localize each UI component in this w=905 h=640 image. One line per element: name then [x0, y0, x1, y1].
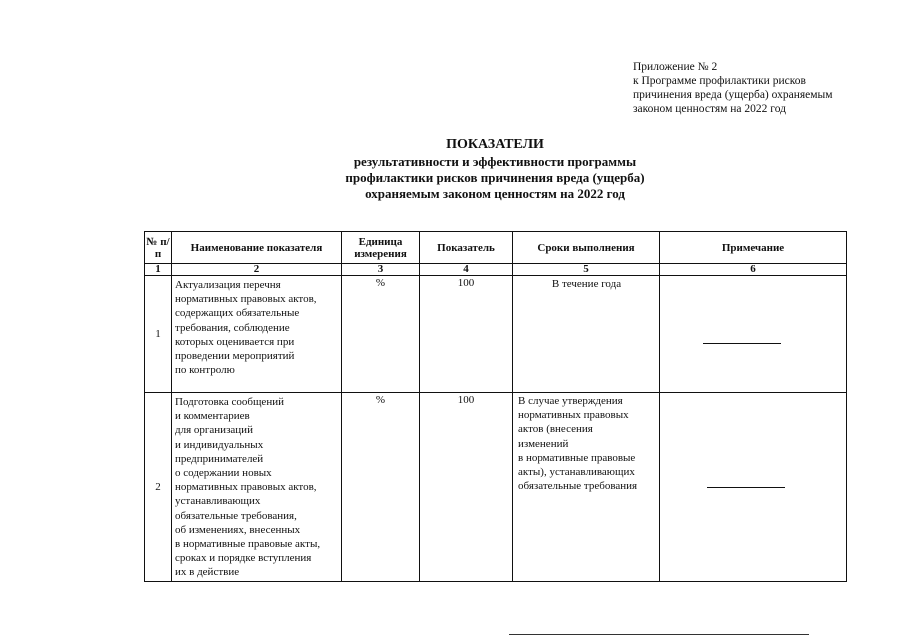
term-line: нормативных правовых: [518, 409, 629, 422]
column-number-row: [145, 264, 847, 276]
name-line: нормативных правовых актов,: [175, 293, 317, 306]
column-number: 5: [513, 264, 660, 276]
note-dash-line: [703, 343, 781, 344]
term-line: акты), устанавливающих: [518, 466, 635, 479]
name-line: устанавливающих: [175, 495, 261, 508]
column-number: 1: [145, 264, 172, 276]
indicator-name: [172, 276, 342, 393]
column-number: 2: [172, 264, 342, 276]
column-number: 6: [660, 264, 847, 276]
term-line: актов (внесения: [518, 423, 593, 436]
indicators-table: [144, 231, 847, 582]
title-line: охраняемым законом ценностям на 2022 год: [365, 186, 625, 201]
column-number: 3: [342, 264, 420, 276]
indicator-name: [172, 393, 342, 582]
title-line: результативности и эффективности программы: [353, 154, 637, 169]
table-row: [145, 393, 847, 582]
header-cell: Сроки выполнения: [513, 232, 660, 264]
row-index: 1: [145, 276, 172, 393]
header-cell: Наименование показателя: [172, 232, 342, 264]
name-line: о содержании новых: [175, 467, 272, 480]
value-cell: 100: [420, 393, 513, 582]
value-cell: 100: [420, 276, 513, 393]
document-title: [300, 136, 690, 202]
table-header-row: [145, 232, 847, 264]
appendix-line: причинения вреда (ущерба) охраняемым: [633, 89, 833, 101]
term-cell: [513, 393, 660, 582]
name-line: которых оценивается при: [175, 335, 295, 348]
note-cell: [660, 276, 847, 393]
appendix-block: [633, 60, 893, 116]
appendix-line: законом ценностям на 2022 год: [633, 103, 786, 115]
appendix-line: Приложение № 2: [633, 61, 718, 73]
term-line: в нормативные правовые: [518, 451, 636, 464]
term-line: обязательные требования: [518, 480, 638, 493]
header-cell: № п/п: [145, 232, 172, 264]
name-line: требования, соблюдение: [175, 321, 290, 334]
name-line: об изменениях, внесенных: [175, 523, 301, 536]
scan-edge-line: [509, 634, 809, 635]
term-line: В случае утверждения: [518, 395, 623, 407]
term-line: изменений: [518, 437, 569, 450]
name-line: их в действие: [175, 566, 240, 579]
name-line: по контролю: [175, 364, 235, 377]
row-index: 2: [145, 393, 172, 582]
appendix-line: к Программе профилактики рисков: [633, 75, 806, 87]
name-line: проведении мероприятий: [175, 350, 295, 363]
column-number: 4: [420, 264, 513, 276]
name-line: Актуализация перечня: [175, 279, 281, 291]
title-main: ПОКАЗАТЕЛИ: [446, 137, 544, 152]
unit-cell: %: [342, 276, 420, 393]
note-dash-line: [707, 487, 785, 488]
name-line: нормативных правовых актов,: [175, 481, 317, 494]
term-cell: [513, 276, 660, 393]
name-line: обязательные требования,: [175, 509, 297, 522]
name-line: предпринимателей: [175, 452, 264, 465]
header-cell: Единица измерения: [342, 232, 420, 264]
name-line: Подготовка сообщений: [175, 396, 284, 408]
header-cell: Примечание: [660, 232, 847, 264]
name-line: содержащих обязательные: [175, 307, 300, 320]
name-line: и комментариев: [175, 410, 250, 423]
note-cell: [660, 393, 847, 582]
term-line: В течение года: [551, 278, 622, 290]
header-cell: Показатель: [420, 232, 513, 264]
unit-cell: %: [342, 393, 420, 582]
title-line: профилактики рисков причинения вреда (ущерба): [345, 170, 645, 185]
name-line: сроках и порядке вступления: [175, 552, 312, 565]
name-line: в нормативные правовые акты,: [175, 538, 321, 551]
name-line: и индивидуальных: [175, 438, 264, 451]
table-row: [145, 276, 847, 393]
name-line: для организаций: [175, 424, 253, 437]
